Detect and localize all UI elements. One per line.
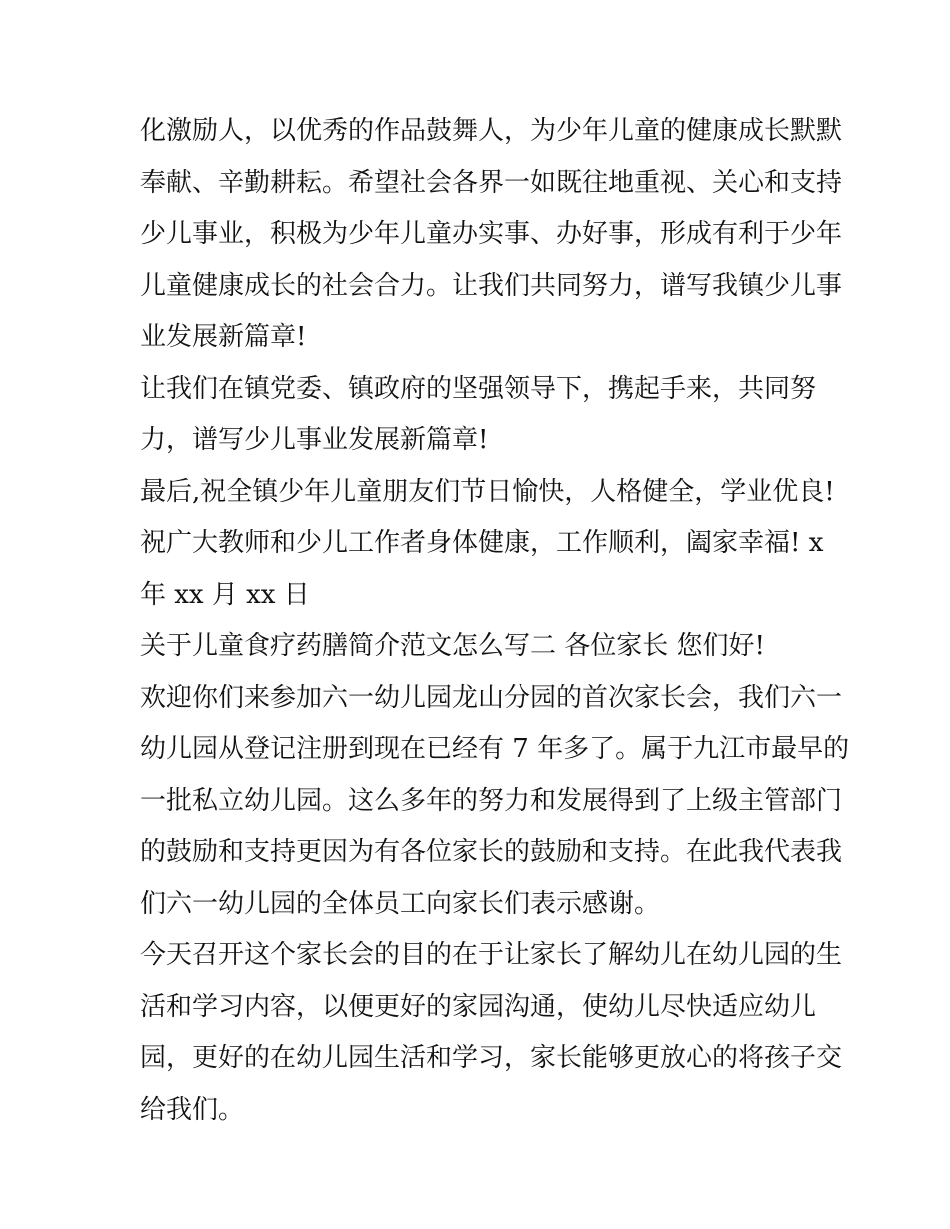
paragraph-4-heading [140,621,815,673]
text-line: 一批私立幼儿园。这么多年的努力和发展得到了上级主管部门 [140,785,843,816]
text-line: 园，更好的在幼儿园生活和学习，家长能够更放心的将孩子交 [140,1043,843,1073]
text-line: 祝广大教师和少儿工作者身体健康，工作顺利，阖家幸福! x [140,528,824,558]
paragraph-1 [140,106,843,364]
text-line: 关于儿童食疗药膳简介范文怎么写二 各位家长 您们好! [140,631,765,661]
text-line: 少儿事业，积极为少年儿童办实事、办好事，形成有利于少年 [140,219,843,249]
paragraph-3 [140,467,835,622]
text-line: 力，谱写少儿事业发展新篇章! [140,425,489,455]
text-line: 的鼓励和支持更因为有各位家长的鼓励和支持。在此我代表我 [140,837,843,867]
text-line: 幼儿园从登记注册到现在已经有 7 年多了。属于九江市最早的 [140,734,850,764]
text-line: 今天召开这个家长会的目的在于让家长了解幼儿在幼儿园的生 [140,940,843,970]
text-line: 业发展新篇章! [140,322,307,352]
document-body [140,106,850,1136]
text-line: 年 xx 月 xx 日 [140,579,310,610]
text-line: 欢迎你们来参加六一幼儿园龙山分园的首次家长会，我们六一 [140,682,843,713]
text-line: 活和学习内容，以便更好的家园沟通，使幼儿尽快适应幼儿 [140,991,817,1022]
paragraph-6 [140,930,843,1136]
text-line: 化激励人，以优秀的作品鼓舞人，为少年儿童的健康成长默默 [140,116,843,146]
text-line: 给我们。 [140,1094,245,1125]
text-line: 让我们在镇党委、镇政府的坚强领导下，携起手来，共同努 [140,373,817,404]
paragraph-2 [140,364,815,467]
text-line: 奉献、辛勤耕耘。希望社会各界一如既往地重视、关心和支持 [140,167,843,198]
text-line: 们六一幼儿园的全体员工向家长们表示感谢。 [140,888,661,919]
text-line: 儿童健康成长的社会合力。让我们共同努力，谱写我镇少儿事 [140,270,843,301]
paragraph-5 [140,673,850,931]
text-line: 最后,祝全镇少年儿童朋友们节日愉快，人格健全，学业优良! [140,476,835,507]
